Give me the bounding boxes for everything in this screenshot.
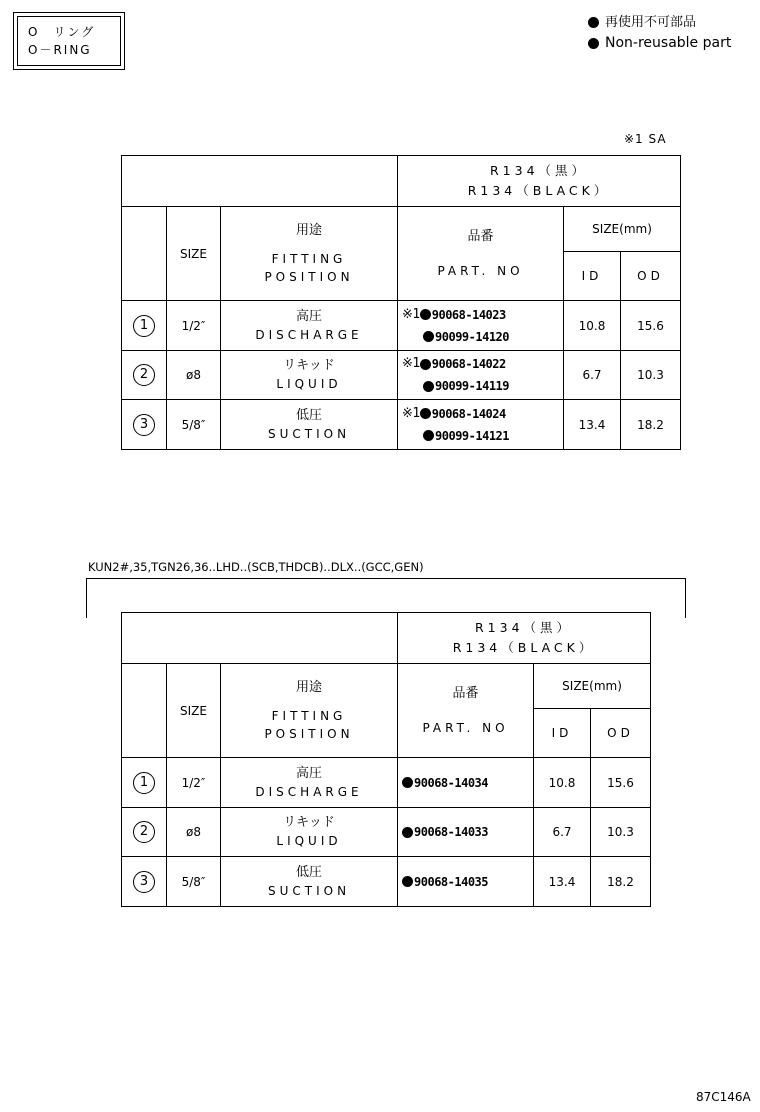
position-en: DISCHARGE: [255, 784, 363, 799]
position-en: DISCHARGE: [255, 327, 363, 342]
row-number: 3: [133, 871, 155, 893]
id-cell: 6.7: [534, 808, 591, 857]
part-header: [398, 207, 564, 301]
position-cell: [221, 857, 398, 907]
od-cell: 15.6: [621, 301, 681, 351]
filled-circle-icon: [420, 408, 431, 419]
oring-table-2: [121, 612, 651, 907]
position-jp: 高圧: [296, 308, 323, 324]
header-blank: [122, 156, 398, 207]
od-cell: 10.3: [591, 808, 651, 857]
size-cell: 1/2″: [167, 758, 221, 808]
material-jp: R134（黒）: [490, 163, 589, 178]
position-cell: [221, 400, 398, 450]
part-number: 90068-14033: [414, 825, 488, 839]
legend-en: Non-reusable part: [605, 35, 732, 51]
size-cell: ø8: [167, 351, 221, 400]
header-blank: [122, 613, 398, 664]
table-row: [122, 400, 681, 450]
table-row: [122, 808, 651, 857]
table-row: [122, 758, 651, 808]
legend-jp: 再使用不可部品: [605, 15, 697, 30]
id-cell: 13.4: [564, 400, 621, 450]
legend: [588, 12, 731, 54]
part-cell: [398, 758, 534, 808]
filled-circle-icon: [588, 38, 599, 49]
legend-row-en: [588, 33, 731, 54]
part-number: 90068-14022: [431, 357, 506, 371]
sa-note: ※1 SA: [624, 132, 667, 146]
od-cell: 18.2: [591, 857, 651, 907]
part-en: PART. NO: [422, 720, 509, 735]
size-cell: ø8: [167, 808, 221, 857]
position-en: SUCTION: [267, 883, 351, 898]
filled-circle-icon: [420, 309, 431, 320]
filled-circle-icon: [402, 876, 413, 887]
row-number: 1: [133, 772, 155, 794]
fitting-en-2: POSITION: [264, 726, 354, 741]
part-number: 90068-14035: [414, 874, 488, 889]
part-jp: 品番: [452, 685, 479, 701]
material-header: [398, 156, 681, 207]
position-jp: 高圧: [296, 765, 323, 781]
sa-mark: ※1: [402, 356, 420, 371]
fitting-en-1: FITTING: [271, 708, 347, 723]
part-cell: [398, 857, 534, 907]
part-number: 90068-14024: [431, 406, 506, 421]
part-number: 90099-14119: [435, 379, 509, 393]
part-jp: 品番: [467, 228, 494, 244]
id-cell: 10.8: [534, 758, 591, 808]
size-cell: 5/8″: [167, 857, 221, 907]
fitting-jp: 用途: [296, 222, 323, 238]
table-row: [122, 351, 681, 400]
filled-circle-icon: [402, 827, 413, 838]
position-cell: [221, 351, 398, 400]
position-cell: [221, 301, 398, 351]
filled-circle-icon: [423, 331, 434, 342]
table-row: [122, 857, 651, 907]
size-mm-header: SIZE(mm): [534, 664, 651, 709]
part-cell: [398, 400, 564, 450]
fitting-header: [221, 207, 398, 301]
position-jp: 低圧: [296, 407, 323, 423]
filled-circle-icon: [420, 359, 431, 370]
position-en: LIQUID: [276, 377, 342, 391]
filled-circle-icon: [588, 17, 599, 28]
fitting-header: [221, 664, 398, 758]
material-en: R134（BLACK）: [467, 183, 611, 198]
applicability-condition: KUN2#,35,TGN26,36..LHD..(SCB,THDCB)..DLX..(GCC,GEN): [88, 560, 424, 574]
material-jp: R134（黒）: [475, 620, 574, 635]
row-number: 1: [133, 315, 155, 337]
row-number: 3: [133, 414, 155, 436]
position-jp: リキッド: [283, 358, 335, 373]
id-cell: 10.8: [564, 301, 621, 351]
material-header: [398, 613, 651, 664]
id-cell: 6.7: [564, 351, 621, 400]
id-header: ID: [564, 252, 621, 301]
no-header: [122, 207, 167, 301]
title-jp: O リング: [28, 25, 96, 39]
size-mm-header: SIZE(mm): [564, 207, 681, 252]
title-box: [13, 12, 125, 70]
oring-table-1: [121, 155, 681, 450]
id-header: ID: [534, 709, 591, 758]
material-en: R134（BLACK）: [452, 640, 596, 655]
part-number: 90068-14034: [414, 775, 488, 790]
part-cell: [398, 808, 534, 857]
filled-circle-icon: [423, 430, 434, 441]
od-header: OD: [591, 709, 651, 758]
part-number: 90099-14121: [435, 428, 509, 443]
figure-code: 87C146A: [696, 1090, 751, 1104]
sa-mark: ※1: [402, 306, 420, 322]
od-header: OD: [621, 252, 681, 301]
part-cell: [398, 351, 564, 400]
size-header: SIZE: [167, 207, 221, 301]
no-header: [122, 664, 167, 758]
sa-mark: ※1: [402, 405, 420, 421]
size-cell: 5/8″: [167, 400, 221, 450]
position-jp: 低圧: [296, 864, 323, 880]
part-cell: [398, 301, 564, 351]
part-en: PART. NO: [437, 263, 524, 278]
size-cell: 1/2″: [167, 301, 221, 351]
title-en: O－RING: [28, 43, 92, 57]
position-cell: [221, 808, 398, 857]
part-number: 90068-14023: [431, 307, 506, 322]
row-number: 2: [133, 364, 155, 386]
filled-circle-icon: [423, 381, 434, 392]
position-cell: [221, 758, 398, 808]
filled-circle-icon: [402, 777, 413, 788]
od-cell: 15.6: [591, 758, 651, 808]
legend-row-jp: [588, 12, 731, 33]
position-jp: リキッド: [283, 815, 335, 830]
od-cell: 18.2: [621, 400, 681, 450]
position-en: SUCTION: [267, 426, 351, 441]
title-inner: [17, 16, 121, 66]
fitting-en-1: FITTING: [271, 251, 347, 266]
position-en: LIQUID: [276, 834, 342, 848]
part-header: [398, 664, 534, 758]
od-cell: 10.3: [621, 351, 681, 400]
table-row: [122, 301, 681, 351]
fitting-jp: 用途: [296, 679, 323, 695]
row-number: 2: [133, 821, 155, 843]
id-cell: 13.4: [534, 857, 591, 907]
fitting-en-2: POSITION: [264, 269, 354, 284]
size-header: SIZE: [167, 664, 221, 758]
part-number: 90099-14120: [435, 329, 509, 344]
